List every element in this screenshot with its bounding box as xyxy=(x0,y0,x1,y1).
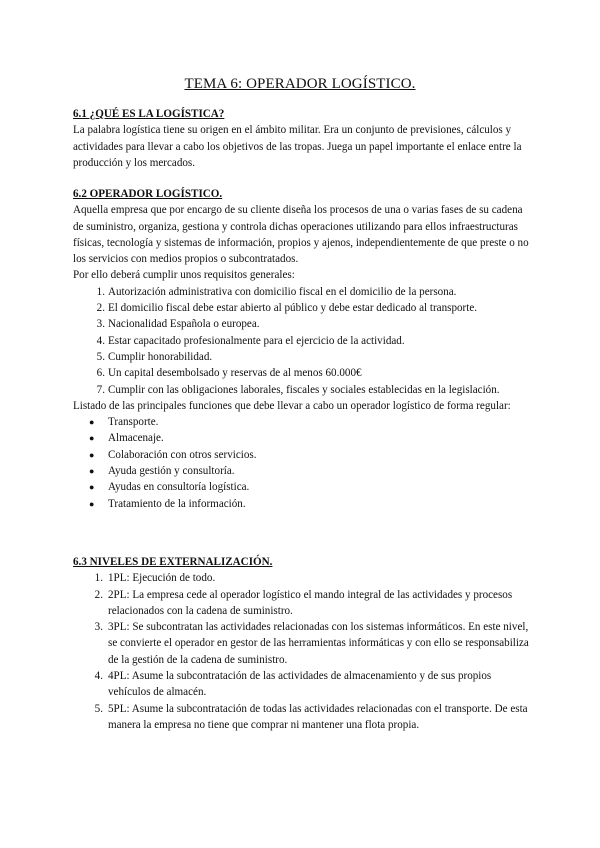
list-number: 1. xyxy=(96,285,105,298)
list-item xyxy=(73,701,533,734)
list-number: 4. xyxy=(96,334,105,347)
list-item xyxy=(73,284,533,300)
section-operador-logistico xyxy=(73,186,533,512)
list-number: 5. xyxy=(96,350,105,363)
section-heading-6-1: 6.1 ¿QUÉ ES LA LOGÍSTICA? xyxy=(73,108,225,120)
section-niveles-externalizacion xyxy=(73,554,533,733)
list-number: 5. xyxy=(94,702,103,715)
list-item xyxy=(73,479,533,495)
list-number: 2. xyxy=(96,302,105,315)
list-item-text: Un capital desembolsado y reservas de al menos 60.000€ xyxy=(108,367,362,380)
list-number: 2. xyxy=(94,588,103,601)
list-number: 7. xyxy=(96,383,105,396)
requirements-intro: Por ello deberá cumplir unos requisitos generales: xyxy=(73,269,295,282)
list-item-text: 4PL: Asume la subcontratación de las actividades de almacenamiento y de sus propios vehículos de almacén. xyxy=(108,670,492,699)
list-item xyxy=(73,570,533,586)
list-item-text: Transporte. xyxy=(108,416,159,429)
list-number: 3. xyxy=(96,318,105,331)
list-item-text: El domicilio fiscal debe estar abierto al público y debe estar dedicado al transporte. xyxy=(108,302,478,315)
functions-intro: Listado de las principales funciones que debe llevar a cabo un operador logístico de forma regular: xyxy=(73,399,511,412)
page-title: TEMA 6: OPERADOR LOGÍSTICO. xyxy=(184,76,416,92)
list-item-text: Cumplir honorabilidad. xyxy=(108,350,213,363)
section-text-6-2: Aquella empresa que por encargo de su cliente diseña los procesos de una o varias fases de su cadena de suministro, organiza, gestiona y controla dichas operaciones utilizando para ellos infraestructuras físicas, tecnología y sistemas de información, propios y ajenos, independientemente de que preste o no los servicios con medios propios o subcontratados. xyxy=(73,204,529,266)
list-item-text: Ayudas en consultoría logística. xyxy=(108,481,250,494)
list-number: 3. xyxy=(94,621,103,634)
list-item-text: Estar capacitado profesionalmente para el ejercicio de la actividad. xyxy=(108,334,405,347)
list-item xyxy=(73,333,533,349)
list-item-text: Almacenaje. xyxy=(108,432,164,445)
list-item-text: Colaboración con otros servicios. xyxy=(108,448,257,461)
list-item-text: 5PL: Asume la subcontratación de todas las actividades relacionadas con el transporte. De esta manera la empresa no tiene que comprar ni mantener una flota propia. xyxy=(108,702,528,731)
list-item xyxy=(73,587,533,620)
bullet-icon: ● xyxy=(89,466,95,477)
list-item-text: 3PL: Se subcontratan las actividades relacionadas con los sistemas informáticos. En este nivel, se convierte el operador en gestor de las herramientas informáticas y con ello se responsabiliza de la gestión de la cadena de suministro. xyxy=(108,621,529,666)
bullet-icon: ● xyxy=(89,498,95,509)
list-item-text: Tratamiento de la información. xyxy=(108,497,246,510)
bullet-icon: ● xyxy=(89,433,95,444)
list-item-text: Cumplir con las obligaciones laborales, fiscales y sociales establecidas en la legislación. xyxy=(108,383,500,396)
list-item xyxy=(73,447,533,463)
list-item xyxy=(73,430,533,446)
list-item xyxy=(73,300,533,316)
list-number: 1. xyxy=(94,572,103,585)
list-item-text: Nacionalidad Española o europea. xyxy=(108,318,260,331)
section-text-6-1: La palabra logística tiene su origen en el ámbito militar. Era un conjunto de previsiones, cálculos y actividades para llevar a cabo los objetivos de las tropas. Juega un papel importante el enlace entre la producción y los mercados. xyxy=(73,124,522,169)
section-logistica xyxy=(73,106,533,171)
list-item-text: 2PL: La empresa cede al operador logístico el mando integral de las actividades y procesos relacionados con la cadena de suministro. xyxy=(108,588,513,617)
list-item xyxy=(73,496,533,512)
list-item xyxy=(73,316,533,332)
bullet-icon: ● xyxy=(89,482,95,493)
list-item xyxy=(73,668,533,701)
list-item xyxy=(73,463,533,479)
list-item-text: Ayuda gestión y consultoría. xyxy=(108,465,235,478)
list-item xyxy=(73,365,533,381)
bullet-icon: ● xyxy=(89,417,95,428)
functions-list xyxy=(73,414,533,512)
list-item xyxy=(73,382,533,398)
list-item xyxy=(73,619,533,668)
list-item-text: 1PL: Ejecución de todo. xyxy=(108,572,216,585)
list-item xyxy=(73,414,533,430)
list-number: 4. xyxy=(94,670,103,683)
section-heading-6-2: 6.2 OPERADOR LOGÍSTICO. xyxy=(73,188,223,200)
section-heading-6-3: 6.3 NIVELES DE EXTERNALIZACIÓN. xyxy=(73,556,273,568)
list-item xyxy=(73,349,533,365)
list-item-text: Autorización administrativa con domicilio fiscal en el domicilio de la persona. xyxy=(108,285,457,298)
bullet-icon: ● xyxy=(89,449,95,460)
requirements-list xyxy=(73,284,533,398)
levels-list xyxy=(73,570,533,733)
list-number: 6. xyxy=(96,367,105,380)
